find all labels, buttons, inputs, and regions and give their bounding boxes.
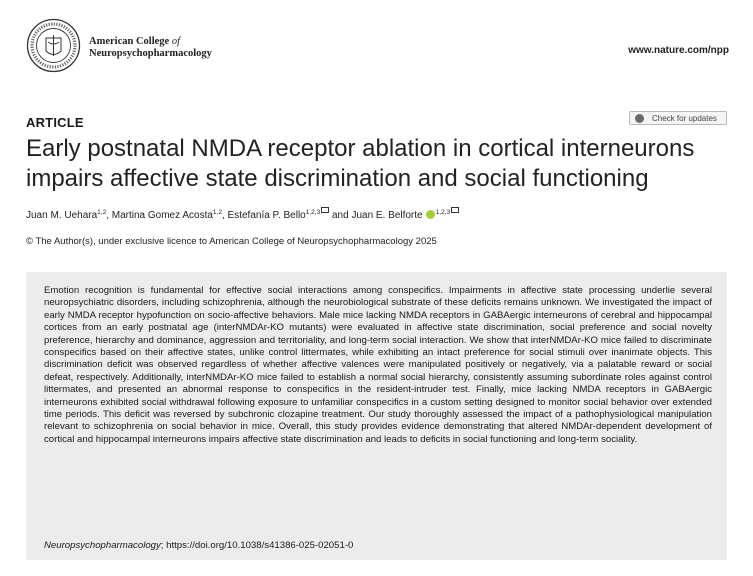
check-updates-icon — [635, 114, 644, 123]
author-affiliation: 1,2,3 — [305, 209, 321, 216]
author-name[interactable]: Juan M. Uehara — [26, 210, 98, 221]
journal-name: Neuropsychopharmacology — [44, 540, 161, 551]
abstract-text: Emotion recognition is fundamental for effective social interactions among conspecifics. Impairments in affective state processing underlie several neuropsychiatric disorders, including schizophrenia, although the neurobiological substrate of these deficits remains unknown. We investigated the impact of early NMDA receptor hypofunction on socio-affective behaviors. Male mice lacking NMDA receptors in GABAergic interneurons of cerebral and hippocampal cortices from an early postnatal age (interNMDAr-KO mutants) were evaluated in affective state discrimination, social preference and social novelty preference, hierarchy and dominance, aggression and territoriality, and long-term social interaction. We show that interNMDAr-KO mice failed to discriminate conspecifics based on their affective states, unlike control littermates, while exhibiting an intact preference for social stimuli over inanimate objects. This discrimination deficit was observed regardless of whether affective valences were manipulated positively or negatively, via a palatable reward or social defeat, respectively. Additionally, interNMDAr-KO mice failed to establish a normal social hierarchy, consistently assuming subordinate roles against control littermates, and presented an abnormal response to conspecifics in the resident-intruder test. Finally, mice lacking NMDA receptors in GABAergic interneurons exhibited social withdrawal following exposure to unfamiliar conspecifics in a custom setting designed to monitor social behavior over extended time periods. This deficit was reversed by subchronic clozapine treatment. Our study thoroughly assessed the impact of a pathophysiological manipulation relevant to schizophrenia on social behavior in mice. Overall, this study provides evidence demonstrating that altered NMDAr-dependent development of cortical and hippocampal interneurons impairs affective state discrimination and leads to deficits in social functioning and long-term sociality. — [44, 285, 712, 445]
org-name-line1: American College — [89, 36, 170, 47]
doi-link[interactable]: ; https://doi.org/10.1038/s41386-025-02051-0 — [160, 540, 354, 551]
author-name[interactable]: Martina Gomez Acosta — [111, 210, 213, 221]
email-icon[interactable] — [451, 207, 459, 213]
acnp-seal-logo — [26, 18, 81, 73]
org-name-line2: Neuropsychopharmacology — [89, 48, 212, 59]
author-separator: , — [221, 210, 228, 221]
check-updates-label: Check for updates — [652, 114, 717, 123]
author-name[interactable]: Juan E. Belforte — [351, 210, 423, 221]
abstract-box — [26, 272, 727, 560]
author-separator: , — [106, 210, 112, 221]
author-list — [26, 207, 459, 221]
author-name[interactable]: Estefanía P. Bello — [227, 210, 306, 221]
org-name-of: of — [171, 36, 180, 47]
journal-website-link[interactable]: www.nature.com/npp — [628, 45, 729, 56]
email-icon[interactable] — [321, 207, 329, 213]
orcid-icon[interactable] — [426, 210, 435, 219]
check-for-updates-button[interactable] — [629, 111, 727, 125]
copyright-notice: © The Author(s), under exclusive licence to American College of Neuropsychopharmacology 2025 — [26, 236, 437, 247]
organization-name — [89, 36, 212, 60]
article-title: Early postnatal NMDA receptor ablation in cortical interneurons impairs affective state discrimination and social functioning — [26, 135, 695, 192]
author-affiliation: 1,2,3 — [435, 209, 451, 216]
citation-line — [44, 540, 353, 551]
article-type-label: ARTICLE — [26, 115, 84, 130]
author-separator: and — [329, 210, 352, 221]
author-affiliation: 1,2 — [212, 209, 222, 216]
author-affiliation: 1,2 — [97, 209, 107, 216]
